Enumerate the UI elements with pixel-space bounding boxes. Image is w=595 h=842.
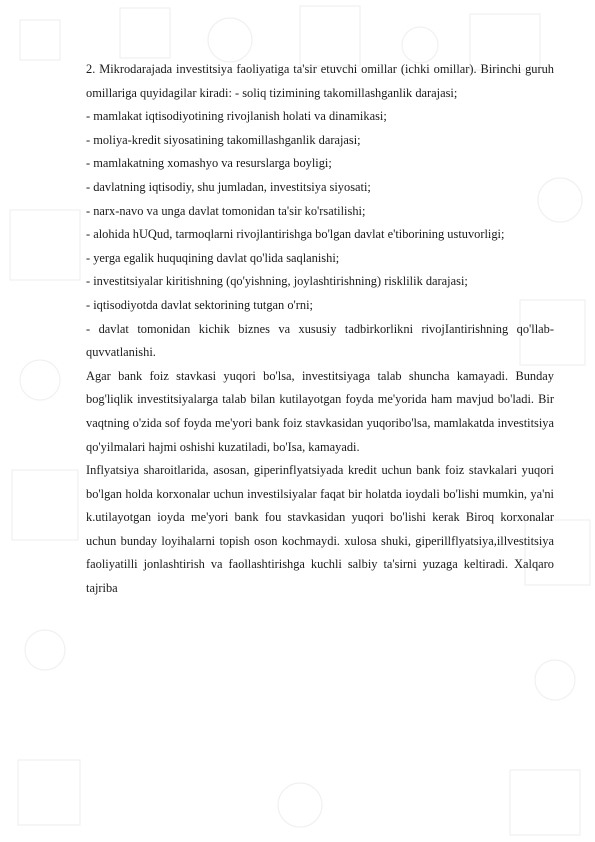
paragraph-inflyatsiya: Inflyatsiya sharoitlarida, asosan, giperinflyatsiyada kredit uchun bank foiz stavkalari yuqori bo'lgan holda korxonalar uchun investilsiyalar faqat bir holatda ioydali bo'lishi mumkin, ya'ni k.utilayotgan ioyda me'yori bank fou stavkasidan yuqori bo'lishi kerak Biroq korxonalar uchun bunday loyihalarni topish oson kochmaydi. xulosa shuki, giperillflyatsiya,illvestitsiya faoliyatilli jonlashtirish va faollashtirishga kuchli salbiy ta'sirni yuzaga keltiradi. Xalqaro tajriba <box>86 463 554 596</box>
list-item: - mamlakat iqtisodiyotining rivojlanish holati va dinamikasi; <box>86 109 387 124</box>
paragraph-foiz-stavkasi: Agar bank foiz stavkasi yuqori bo'lsa, investitsiyaga talab shuncha kamayadi. Bunday bog'liqlik investitsiyalarga talab bilan kutilayotgan foyda me'yorida ham mavjud bo'ladi. Bir vaqtning o'zida sof foyda me'yori bank foiz stavkasidan yuqoribo'lsa, mamlakatda investitsiya qo'yilmalari hajmi oshishi kuzatiladi, bo'Isa, kamayadi. <box>86 368 554 454</box>
list-item: - narx-navo va unga davlat tomonidan ta'sir ko'rsatilishi; <box>86 203 366 218</box>
list-item: - yerga egalik huquqining davlat qo'lida saqlanishi; <box>86 250 340 265</box>
list-item: - davlatning iqtisodiy, shu jumladan, investitsiya siyosati; <box>86 179 371 194</box>
list-item: - iqtisodiyotda davlat sektorining tutgan o'rni; <box>86 297 313 312</box>
list-item: - davlat tomonidan kichik biznes va xususiy tadbirkorlikni rivojIantirishning qo'llab-quvvatlanishi. <box>86 321 554 360</box>
list-item: - mamlakatning xomashyo va resurslarga boyligi; <box>86 156 332 171</box>
list-item: - alohida hUQud, tarmoqlarni rivojlantirishga bo'lgan davlat e'tiborining ustuvorligi; <box>86 227 505 242</box>
list-item: - investitsiyalar kiritishning (qo'yishning, joylashtirishning) risklilik darajasi; <box>86 274 468 289</box>
list-item: - moliya-kredit siyosatining takomillashganlik darajasi; <box>86 132 361 147</box>
paragraph-heading-omillar: 2. Mikrodarajada investitsiya faoliyatiga ta'sir etuvchi omillar (ichki omillar). Birinchi guruh omillariga quyidagilar kiradi: - soliq tizimining takomillashganlik darajasi; <box>86 62 554 100</box>
document-body <box>86 58 554 601</box>
